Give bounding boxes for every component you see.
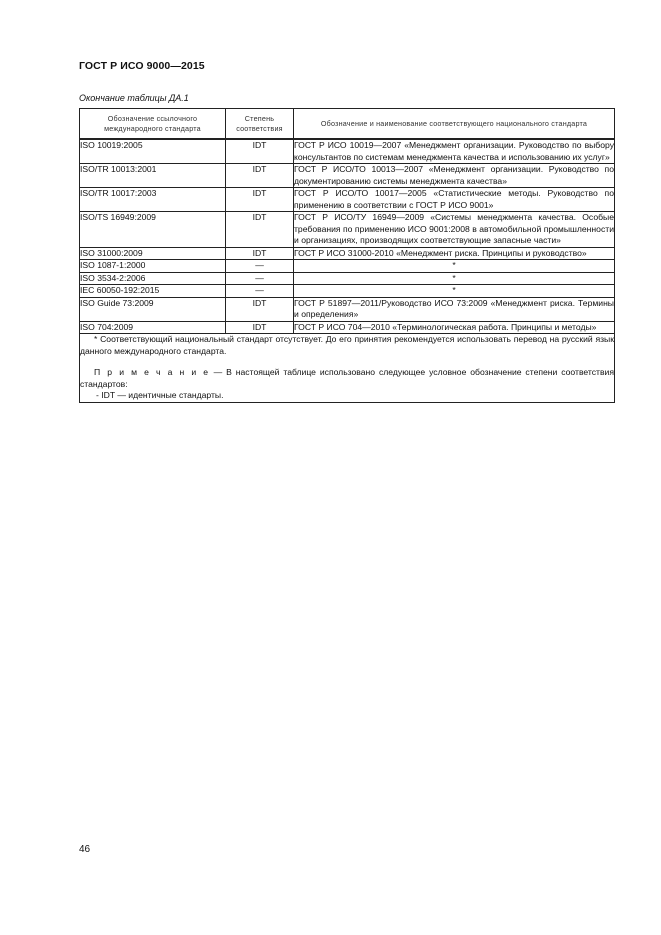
table-row bbox=[80, 260, 615, 273]
national-standard: ГОСТ Р 51897—2011/Руководство ИСО 73:2009 «Менеджмент риска. Термины и определения» bbox=[294, 297, 614, 319]
reference-standard: ISO Guide 73:2009 bbox=[80, 297, 226, 321]
table-row bbox=[80, 272, 615, 285]
degree-of-conformity: IDT bbox=[226, 212, 294, 248]
standards-table bbox=[79, 108, 615, 403]
reference-standard: ISO 10019:2005 bbox=[80, 139, 226, 164]
degree-of-conformity: IDT bbox=[226, 139, 294, 164]
table-caption: Окончание таблицы ДА.1 bbox=[79, 93, 189, 103]
document-header: ГОСТ Р ИСО 9000—2015 bbox=[79, 60, 205, 72]
degree-of-conformity: — bbox=[226, 260, 294, 273]
table-row bbox=[80, 321, 615, 334]
note-paragraph bbox=[80, 367, 614, 390]
degree-of-conformity: IDT bbox=[226, 164, 294, 188]
page-number: 46 bbox=[79, 844, 91, 855]
table-notes bbox=[80, 334, 615, 403]
reference-standard: ISO 3534-2:2006 bbox=[80, 272, 226, 285]
table-header-row bbox=[80, 109, 615, 140]
reference-standard: ISO 704:2009 bbox=[80, 321, 226, 334]
column-header-national: Обозначение и наименование соответствующего национального стандарта bbox=[294, 109, 615, 140]
table-row bbox=[80, 164, 615, 188]
reference-standard: ISO/TS 16949:2009 bbox=[80, 212, 226, 248]
reference-standard: ISO 31000:2009 bbox=[80, 247, 226, 260]
national-standard: ГОСТ Р ИСО/ТО 10017—2005 «Статистические методы. Руководство по применению в соответствии с ГОСТ Р ИСО 9001» bbox=[294, 188, 614, 210]
national-standard: ГОСТ Р ИСО 10019—2007 «Менеджмент организации. Руководство по выбору консультантов по системам менеджмента качества и использованию их услуг» bbox=[294, 140, 614, 162]
national-standard: * bbox=[294, 260, 615, 273]
reference-standard: ISO 1087-1:2000 bbox=[80, 260, 226, 273]
national-standard: ГОСТ Р ИСО/ТУ 16949—2009 «Системы менеджмента качества. Особые требования по применению ИСО 9001:2008 в автомобильной промышленности и организациях, производящих соответствующие запасные части» bbox=[294, 212, 614, 245]
degree-of-conformity: IDT bbox=[226, 297, 294, 321]
degree-of-conformity: — bbox=[226, 272, 294, 285]
note-list-item: - IDT — идентичные стандарты. bbox=[96, 390, 224, 400]
note-label: П р и м е ч а н и е bbox=[94, 367, 210, 377]
table-row bbox=[80, 139, 615, 164]
reference-standard: ISO/TR 10017:2003 bbox=[80, 188, 226, 212]
national-standard: ГОСТ Р ИСО 704—2010 «Терминологическая работа. Принципы и методы» bbox=[294, 321, 615, 334]
national-standard: ГОСТ Р ИСО/ТО 10013—2007 «Менеджмент организации. Руководство по документированию системы менеджмента качества» bbox=[294, 164, 614, 186]
reference-standard: ISO/TR 10013:2001 bbox=[80, 164, 226, 188]
table-row bbox=[80, 247, 615, 260]
national-standard: ГОСТ Р ИСО 31000-2010 «Менеджмент риска. Принципы и руководство» bbox=[294, 247, 615, 260]
national-standard: * bbox=[294, 272, 615, 285]
footnote: * Соответствующий национальный стандарт отсутствует. До его принятия рекомендуется использовать перевод на русский язык данного международного стандарта. bbox=[80, 334, 614, 356]
national-standard: * bbox=[294, 285, 615, 298]
table-row bbox=[80, 297, 615, 321]
table-notes-row bbox=[80, 334, 615, 403]
table-row bbox=[80, 285, 615, 298]
column-header-reference: Обозначение ссылочного международного стандарта bbox=[80, 109, 226, 140]
table-row bbox=[80, 188, 615, 212]
degree-of-conformity: — bbox=[226, 285, 294, 298]
reference-standard: IEC 60050-192:2015 bbox=[80, 285, 226, 298]
column-header-degree: Степень соответствия bbox=[226, 109, 294, 140]
degree-of-conformity: IDT bbox=[226, 247, 294, 260]
table-row bbox=[80, 212, 615, 248]
degree-of-conformity: IDT bbox=[226, 188, 294, 212]
note-text: — В настоящей таблице использовано следующее условное обозначение степени соответствия стандартов: bbox=[80, 367, 615, 389]
degree-of-conformity: IDT bbox=[226, 321, 294, 334]
